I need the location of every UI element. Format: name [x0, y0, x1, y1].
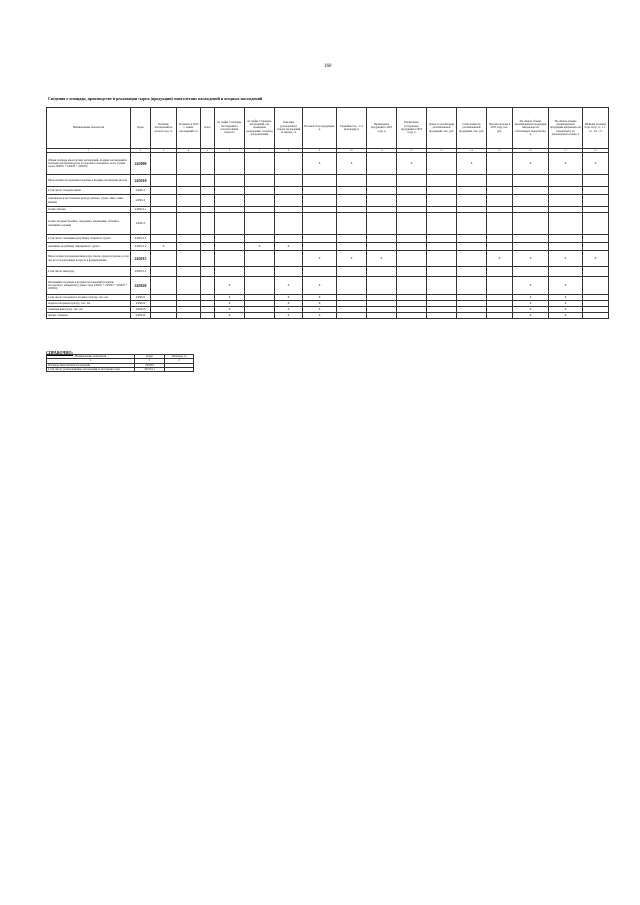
- reference-row-name: Площадь многолетних насаждений: [47, 363, 135, 367]
- row-cell-col11: [367, 267, 397, 277]
- row-cell-col9: [303, 213, 337, 235]
- page-number: 160: [324, 64, 332, 69]
- row-cell-col12: [397, 195, 427, 207]
- row-cell-col14: [457, 243, 487, 251]
- row-cell-col4: [177, 251, 201, 267]
- row-cell-col14: [457, 175, 487, 187]
- row-cell-col12: [397, 243, 427, 251]
- row-cell-col16: X: [513, 313, 549, 319]
- row-cell-col6: [215, 267, 245, 277]
- row-cell-col17: X: [549, 277, 583, 295]
- row-cell-col8: [275, 153, 303, 175]
- row-cell-col13: [427, 235, 457, 243]
- row-cell-col4: [177, 213, 201, 235]
- row-cell-col17: X: [549, 313, 583, 319]
- row-cell-col8: X: [275, 277, 303, 295]
- row-cell-col16: [513, 243, 549, 251]
- row-cell-col3: [151, 277, 177, 295]
- reference-title: СПРАВОЧНО:: [46, 350, 73, 355]
- row-cell-col13: [427, 213, 457, 235]
- header-c4: Заложено в 2023 г. новых насаждений, га: [177, 108, 201, 149]
- reference-col-number-3: 3: [165, 359, 194, 363]
- row-cell-col6: X: [215, 277, 245, 295]
- row-cell-col6: X: [215, 295, 245, 301]
- row-cell-col7: [245, 251, 275, 267]
- header-name: Наименование показателя: [47, 108, 131, 149]
- row-code: 245012: [131, 195, 151, 207]
- row-cell-col17: X: [549, 153, 583, 175]
- row-cell-col13: [427, 153, 457, 175]
- row-cell-col16: X: [513, 153, 549, 175]
- row-cell-col12: [397, 235, 427, 243]
- row-cell-col16: [513, 187, 549, 195]
- reference-table-body: [47, 355, 194, 372]
- row-cell-col11: [367, 213, 397, 235]
- row-cell-col9: [303, 175, 337, 187]
- row-cell-col6: X: [215, 313, 245, 319]
- header-c10: Урожайность с 1 га (площади), ц: [337, 108, 367, 149]
- row-cell-col4: [177, 175, 201, 187]
- row-cell-col9: [303, 195, 337, 207]
- row-cell-col9: X: [303, 301, 337, 307]
- column-number-17: 17: [549, 149, 583, 153]
- header-c8: Списание (раскорчевка) старых насаждений за период, га: [275, 108, 303, 149]
- column-number-5: 5: [201, 149, 215, 153]
- table-row: [47, 213, 609, 235]
- row-cell-col9: [303, 243, 337, 251]
- table-row: [47, 235, 609, 243]
- row-cell-col4: [177, 235, 201, 243]
- row-name: в том числе: земляника (клубника) открытого грунта: [47, 235, 131, 243]
- row-cell-col18: [583, 187, 609, 195]
- row-cell-col15: [487, 235, 513, 243]
- row-code: 245013.2: [131, 243, 151, 251]
- column-number-12: 12: [397, 149, 427, 153]
- row-cell-col9: X: [303, 313, 337, 319]
- row-cell-col4: [177, 267, 201, 277]
- row-name: из них: яблони: [47, 207, 131, 213]
- row-code: 245012.1: [131, 207, 151, 213]
- row-cell-col4: [177, 187, 201, 195]
- header-c9: Валовой сбор продукции, ц: [303, 108, 337, 149]
- reference-row-code: 245334.1: [135, 367, 165, 371]
- row-cell-col3: [151, 175, 177, 187]
- row-cell-col8: X: [275, 301, 303, 307]
- reference-row-code: 245334: [135, 363, 165, 367]
- column-number-16: 16: [513, 149, 549, 153]
- row-cell-col8: X: [275, 295, 303, 301]
- column-number-15: 15: [487, 149, 513, 153]
- table-row: [47, 187, 609, 195]
- row-cell-col7: [245, 235, 275, 243]
- row-cell-col10: [337, 267, 367, 277]
- row-cell-col6: [215, 187, 245, 195]
- row-cell-col17: [549, 213, 583, 235]
- main-table: [46, 107, 609, 319]
- row-cell-col17: [549, 195, 583, 207]
- row-code: 245013: [131, 213, 151, 235]
- column-number-9: 9: [303, 149, 337, 153]
- row-cell-col8: [275, 235, 303, 243]
- table-row: [47, 267, 609, 277]
- row-cell-col12: [397, 313, 427, 319]
- row-cell-col18: [583, 267, 609, 277]
- row-cell-col10: [337, 243, 367, 251]
- header-c16: Из общего объема произведенной продукции направлено на собственную переработку, ц: [513, 108, 549, 149]
- row-cell-col11: [367, 175, 397, 187]
- header-row: [47, 108, 609, 149]
- column-number-6: 6: [215, 149, 245, 153]
- reference-header-1: Наименование показателя: [47, 355, 135, 359]
- row-cell-col8: X: [275, 307, 303, 313]
- row-cell-col17: [549, 187, 583, 195]
- row-cell-col8: X: [275, 243, 303, 251]
- row-code: 245023: [131, 307, 151, 313]
- row-cell-col16: [513, 175, 549, 187]
- row-cell-col17: [549, 175, 583, 187]
- row-cell-col12: [397, 251, 427, 267]
- main-table-body: [47, 153, 609, 319]
- row-cell-col3: [151, 187, 177, 195]
- header-c3: Наличие насаждений на начало года, га: [151, 108, 177, 149]
- row-cell-col7: [245, 267, 275, 277]
- row-cell-col13: [427, 187, 457, 195]
- row-name: семечковых и косточковых культур (яблоко, груша, айва, слива, вишня): [47, 195, 131, 207]
- row-cell-col18: [583, 243, 609, 251]
- row-cell-col5: [201, 187, 215, 195]
- row-cell-col6: X: [215, 307, 245, 313]
- reference-row-value: [165, 367, 194, 371]
- column-number-2: 2: [131, 149, 151, 153]
- row-cell-col5: [201, 267, 215, 277]
- row-name: из них: ягодные (малина, смородина, крыжовник, облепиха, земляника садовая): [47, 213, 131, 235]
- row-cell-col16: X: [513, 251, 549, 267]
- row-cell-col10: [337, 313, 367, 319]
- reference-col-number-1: 1: [47, 359, 135, 363]
- row-cell-col11: [367, 187, 397, 195]
- row-cell-col5: [201, 251, 215, 267]
- row-cell-col17: [549, 243, 583, 251]
- row-cell-col6: [215, 195, 245, 207]
- row-name: саженцев винограда, тыс. шт.: [47, 307, 131, 313]
- row-cell-col3: [151, 267, 177, 277]
- column-number-18: 18: [583, 149, 609, 153]
- row-cell-col15: [487, 313, 513, 319]
- row-cell-col18: [583, 277, 609, 295]
- header-c11: Произведено продукции в 2023 году, ц: [367, 108, 397, 149]
- table-row: [47, 277, 609, 295]
- row-cell-col12: [397, 277, 427, 295]
- row-cell-col18: [583, 313, 609, 319]
- row-cell-col13: [427, 175, 457, 187]
- row-cell-col15: [487, 267, 513, 277]
- row-code: 245000: [131, 153, 151, 175]
- row-cell-col7: [245, 213, 275, 235]
- row-cell-col3: [151, 251, 177, 267]
- row-cell-col11: X: [367, 251, 397, 267]
- column-number-13: 13: [427, 149, 457, 153]
- row-cell-col4: [177, 313, 201, 319]
- table-row: [47, 175, 609, 187]
- row-cell-col17: [549, 267, 583, 277]
- row-name: Общая площадь многолетних насаждений, ягодных насаждений и площади для производства посадочного материала, всего (сумма строк 245010 + 245020 + 245030): [47, 153, 131, 175]
- row-cell-col3: [151, 153, 177, 175]
- row-cell-col9: X: [303, 251, 337, 267]
- row-cell-col5: [201, 175, 215, 187]
- row-name: земляника (клубника) защищенного грунта: [47, 243, 131, 251]
- row-cell-col15: [487, 243, 513, 251]
- row-cell-col16: [513, 235, 549, 243]
- row-code: 245011: [131, 187, 151, 195]
- row-cell-col3: [151, 195, 177, 207]
- row-cell-col13: [427, 267, 457, 277]
- row-cell-col5: [201, 277, 215, 295]
- table-title: Сведения о площади, производстве и реализации сырья (продукции) многолетних насаждений и ягодных насаждений: [48, 96, 263, 101]
- row-cell-col11: [367, 243, 397, 251]
- row-name: в том числе: плодоносящих: [47, 187, 131, 195]
- row-cell-col11: [367, 153, 397, 175]
- row-cell-col15: [487, 153, 513, 175]
- reference-header-2: Коды: [135, 355, 165, 359]
- row-code: 245015.1: [131, 267, 151, 277]
- row-cell-col4: [177, 153, 201, 175]
- column-number-10: 10: [337, 149, 367, 153]
- row-cell-col7: X: [245, 243, 275, 251]
- row-cell-col4: [177, 195, 201, 207]
- row-cell-col7: [245, 153, 275, 175]
- row-cell-col8: [275, 175, 303, 187]
- row-cell-col17: [549, 235, 583, 243]
- row-cell-col14: [457, 187, 487, 195]
- row-cell-col12: [397, 213, 427, 235]
- row-cell-col15: [487, 175, 513, 187]
- row-cell-col8: X: [275, 313, 303, 319]
- row-code: 245022: [131, 301, 151, 307]
- row-cell-col8: [275, 251, 303, 267]
- row-cell-col14: [457, 267, 487, 277]
- table-row: [47, 243, 609, 251]
- row-cell-col18: [583, 213, 609, 235]
- header-c18: Наличие на конец года, из гр. 9 - 11 - 12 - 16 - 17: [583, 108, 609, 149]
- header-c15: Прочие расходы в 2023 году, тыс. руб.: [487, 108, 513, 149]
- row-cell-col15: [487, 195, 513, 207]
- row-cell-col18: [583, 175, 609, 187]
- reference-col-number-2: 2: [135, 359, 165, 363]
- row-code: 245013.1: [131, 235, 151, 243]
- row-cell-col10: [337, 175, 367, 187]
- row-cell-col12: X: [397, 153, 427, 175]
- table-row: [47, 251, 609, 267]
- row-cell-col15: X: [487, 251, 513, 267]
- row-cell-col3: X: [151, 243, 177, 251]
- row-cell-col16: X: [513, 295, 549, 301]
- column-number-11: 11: [367, 149, 397, 153]
- row-cell-col15: [487, 187, 513, 195]
- row-cell-col5: [201, 213, 215, 235]
- row-cell-col17: X: [549, 295, 583, 301]
- row-cell-col6: [215, 175, 245, 187]
- row-cell-col11: [367, 277, 397, 295]
- row-cell-col16: X: [513, 301, 549, 307]
- column-number-8: 8: [275, 149, 303, 153]
- row-cell-col5: [201, 195, 215, 207]
- row-name: в том числе: плодовых и ягодных культур, тыс. шт.: [47, 295, 131, 301]
- row-cell-col12: [397, 267, 427, 277]
- row-cell-col11: [367, 195, 397, 207]
- row-cell-col8: [275, 187, 303, 195]
- row-cell-col7: [245, 175, 275, 187]
- table-row: [47, 195, 609, 207]
- row-cell-col16: X: [513, 307, 549, 313]
- reference-table: [46, 354, 194, 372]
- row-cell-col9: [303, 267, 337, 277]
- row-cell-col10: [337, 187, 367, 195]
- row-cell-col6: X: [215, 301, 245, 307]
- row-cell-col9: X: [303, 277, 337, 295]
- row-cell-col3: [151, 235, 177, 243]
- row-cell-col15: [487, 213, 513, 235]
- row-cell-col14: [457, 251, 487, 267]
- row-cell-col5: [201, 235, 215, 243]
- row-code: 245021: [131, 295, 151, 301]
- row-cell-col9: X: [303, 295, 337, 301]
- row-cell-col12: [397, 187, 427, 195]
- row-code: 245010: [131, 175, 151, 187]
- row-cell-col6: [215, 213, 245, 235]
- header-c14: Себестоимость реализованной продукции, тыс. руб.: [457, 108, 487, 149]
- header-c17: Из общего объема произведенной продукции направлено на переработку на давальческой основе, ц: [549, 108, 583, 149]
- row-cell-col9: X: [303, 153, 337, 175]
- row-cell-col9: [303, 187, 337, 195]
- row-cell-col13: [427, 195, 457, 207]
- row-cell-col14: [457, 277, 487, 295]
- row-code: 245015: [131, 251, 151, 267]
- row-cell-col4: [177, 277, 201, 295]
- row-cell-col17: X: [549, 301, 583, 307]
- row-cell-col6: [215, 251, 245, 267]
- row-cell-col4: [177, 243, 201, 251]
- row-name: Многолетние насаждения винограда, хмеля, орехов и прочие, в том числе в плодоносящем возрасте и формирования: [47, 251, 131, 267]
- row-cell-col13: [427, 313, 457, 319]
- row-cell-col3: [151, 313, 177, 319]
- row-cell-col13: [427, 243, 457, 251]
- header-c7: из графы 5 площадь насаждений, где проведены раскорчевки, в период плодоношения: [245, 108, 275, 149]
- header-code: Коды: [131, 108, 151, 149]
- row-cell-col17: X: [549, 307, 583, 313]
- row-cell-col7: [245, 313, 275, 319]
- row-cell-col10: [337, 213, 367, 235]
- row-code: 245020: [131, 277, 151, 295]
- row-cell-col7: [245, 187, 275, 195]
- row-cell-col18: [583, 195, 609, 207]
- header-c5: всего: [201, 108, 215, 149]
- row-cell-col18: [583, 235, 609, 243]
- row-cell-col7: [245, 195, 275, 207]
- row-cell-col10: [337, 235, 367, 243]
- row-cell-col10: [337, 277, 367, 295]
- row-cell-col14: [457, 195, 487, 207]
- column-number-3: 3: [151, 149, 177, 153]
- row-cell-col16: X: [513, 277, 549, 295]
- row-cell-col14: [457, 313, 487, 319]
- row-cell-col6: [215, 235, 245, 243]
- column-number-14: 14: [457, 149, 487, 153]
- row-cell-col8: [275, 213, 303, 235]
- row-cell-col8: [275, 267, 303, 277]
- row-cell-col8: [275, 195, 303, 207]
- header-c13: Доход от реализации реализованной продукции, тыс. руб.: [427, 108, 457, 149]
- row-cell-col6: [215, 153, 245, 175]
- row-cell-col14: [457, 213, 487, 235]
- row-cell-col11: [367, 313, 397, 319]
- row-cell-col9: X: [303, 307, 337, 313]
- row-cell-col9: [303, 235, 337, 243]
- reference-header-3: Площадь, га: [165, 355, 194, 359]
- column-number-1: 1: [47, 149, 131, 153]
- row-code: 245030: [131, 313, 151, 319]
- row-cell-col10: X: [337, 153, 367, 175]
- row-cell-col17: X: [549, 251, 583, 267]
- row-cell-col15: [487, 277, 513, 295]
- header-c12: Реализовано (отгружено) продукции в 2023 году, ц: [397, 108, 427, 149]
- row-cell-col18: X: [583, 251, 609, 267]
- row-cell-col18: X: [583, 153, 609, 175]
- reference-row: [47, 367, 194, 371]
- row-cell-col16: [513, 267, 549, 277]
- row-cell-col13: [427, 277, 457, 295]
- row-cell-col16: [513, 213, 549, 235]
- table-row: [47, 153, 609, 175]
- row-cell-col7: [245, 277, 275, 295]
- row-cell-col16: [513, 195, 549, 207]
- row-cell-col14: [457, 235, 487, 243]
- row-name: в том числе: виноград: [47, 267, 131, 277]
- row-name: прочие саженцы: [47, 313, 131, 319]
- row-cell-col13: [427, 251, 457, 267]
- row-cell-col5: [201, 153, 215, 175]
- row-cell-col5: [201, 243, 215, 251]
- row-cell-col3: [151, 213, 177, 235]
- header-c6: из графы 5 площадь насаждений в плодоносящем возрасте: [215, 108, 245, 149]
- column-number-4: 4: [177, 149, 201, 153]
- row-cell-col5: [201, 313, 215, 319]
- row-cell-col10: [337, 195, 367, 207]
- row-cell-col10: X: [337, 251, 367, 267]
- reference-row-name: в том числе: раскорчеванные насаждения за последние годы: [47, 367, 135, 371]
- row-cell-col6: [215, 243, 245, 251]
- row-name: Многолетние насаждения плодовые и ягодные насаждения (всего): [47, 175, 131, 187]
- column-number-7: 7: [245, 149, 275, 153]
- row-name: подвоев плодовых культур, тыс. шт.: [47, 301, 131, 307]
- row-cell-col12: [397, 175, 427, 187]
- row-cell-col11: [367, 235, 397, 243]
- table-row: [47, 313, 609, 319]
- row-name: Питомники плодовых и ягодных насаждений (площадь посадочного материала) (сумма строк 245021 + 245022 + 245023 + 245024): [47, 277, 131, 295]
- row-cell-col14: X: [457, 153, 487, 175]
